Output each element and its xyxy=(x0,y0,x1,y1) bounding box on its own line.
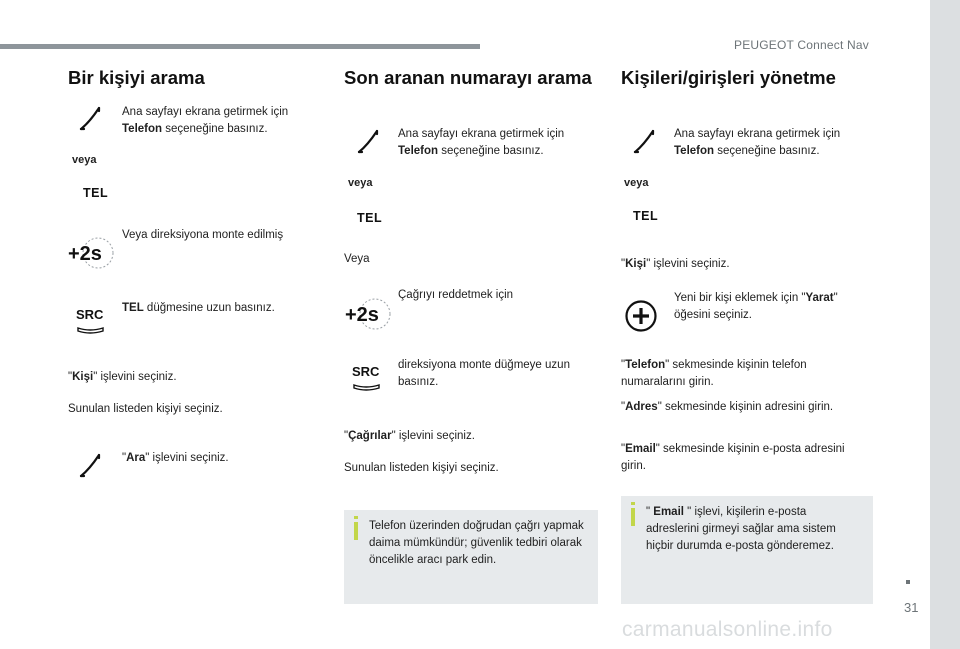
step-open-phone: Ana sayfayı ekrana getirmek için Telefon seçeneğine basınız. xyxy=(674,128,841,157)
step-select-calls-fn: "Çağrılar" işlevini seçiniz. xyxy=(344,430,475,442)
step-reject-call: Çağrıyı reddetmek için xyxy=(398,289,514,301)
page-marker xyxy=(906,580,910,584)
step-create-contact: Yeni bir kişi eklemek için "Yarat" öğesini seçiniz. xyxy=(674,292,838,321)
section-title-manage-contacts: Kişileri/girişleri yönetme xyxy=(621,67,836,88)
step-steering-mounted: Veya direksiyona monte edilmiş xyxy=(122,229,284,241)
header-rule xyxy=(0,44,480,49)
brand-label: PEUGEOT Connect Nav xyxy=(734,38,869,52)
side-margin-bar xyxy=(930,0,960,649)
section-title-redial: Son aranan numarayı arama xyxy=(344,67,592,88)
step-enter-email: "Email" sekmesinde kişinin e-posta adresini girin. xyxy=(621,443,845,472)
step-enter-phone: "Telefon" sekmesinde kişinin telefon numaralarını girin. xyxy=(621,359,807,388)
section-title-call-contact: Bir kişiyi arama xyxy=(68,67,205,88)
tel-button-label: TEL xyxy=(633,209,659,223)
info-icon-dot xyxy=(354,516,358,519)
plus-2s-text: +2s xyxy=(68,243,102,265)
info-note-text: Telefon üzerinden doğrudan çağrı yapmak daima mümkündür; güvenlik tedbiri olarak öncelikle aracı park edin. xyxy=(369,520,584,566)
step-select-from-list: Sunulan listeden kişiyi seçiniz. xyxy=(68,403,223,415)
step-long-press-tel: TEL düğmesine uzun basınız. xyxy=(122,302,275,314)
src-button-icon xyxy=(75,306,109,334)
step-long-press-button: direksiyona monte düğmeye uzun basınız. xyxy=(398,359,570,388)
phone-handset-icon xyxy=(356,128,380,154)
plus-2s-text: +2s xyxy=(345,304,379,326)
step-enter-address: "Adres" sekmesinde kişinin adresini girin. xyxy=(621,401,834,413)
steering-button-hold-icon xyxy=(344,296,392,332)
info-icon xyxy=(631,508,635,526)
add-plus-icon xyxy=(624,299,658,333)
phone-handset-icon xyxy=(632,128,656,154)
phone-handset-icon xyxy=(78,105,102,131)
step-select-call-fn: "Ara" işlevini seçiniz. xyxy=(122,452,229,464)
or-label: veya xyxy=(72,154,97,166)
step-select-contact-fn: "Kişi" işlevini seçiniz. xyxy=(68,371,177,383)
steering-button-hold-icon xyxy=(67,235,115,271)
page-number: 31 xyxy=(904,600,919,615)
info-note-text: " Email " işlevi, kişilerin e-posta adreslerini girmeyi sağlar ama sistem hiçbir durumda e-posta gönderemez. xyxy=(646,506,836,552)
or-label: veya xyxy=(348,177,373,189)
step-open-phone: Ana sayfayı ekrana getirmek için Telefon seçeneğine basınız. xyxy=(122,106,289,135)
or-label-alt: Veya xyxy=(344,253,370,265)
info-icon-dot xyxy=(631,502,635,505)
src-text: SRC xyxy=(352,364,380,379)
info-icon xyxy=(354,522,358,540)
phone-handset-icon xyxy=(78,452,102,478)
step-select-from-list: Sunulan listeden kişiyi seçiniz. xyxy=(344,462,499,474)
tel-button-label: TEL xyxy=(83,186,109,200)
info-note-safety xyxy=(344,510,598,604)
step-select-contact-fn: "Kişi" işlevini seçiniz. xyxy=(621,258,730,270)
or-label: veya xyxy=(624,177,649,189)
info-note-email xyxy=(621,496,873,604)
step-open-phone: Ana sayfayı ekrana getirmek için Telefon seçeneğine basınız. xyxy=(398,128,565,157)
watermark: carmanualsonline.info xyxy=(622,618,833,641)
src-text: SRC xyxy=(76,307,104,322)
tel-button-label: TEL xyxy=(357,211,383,225)
src-button-icon xyxy=(351,363,385,391)
